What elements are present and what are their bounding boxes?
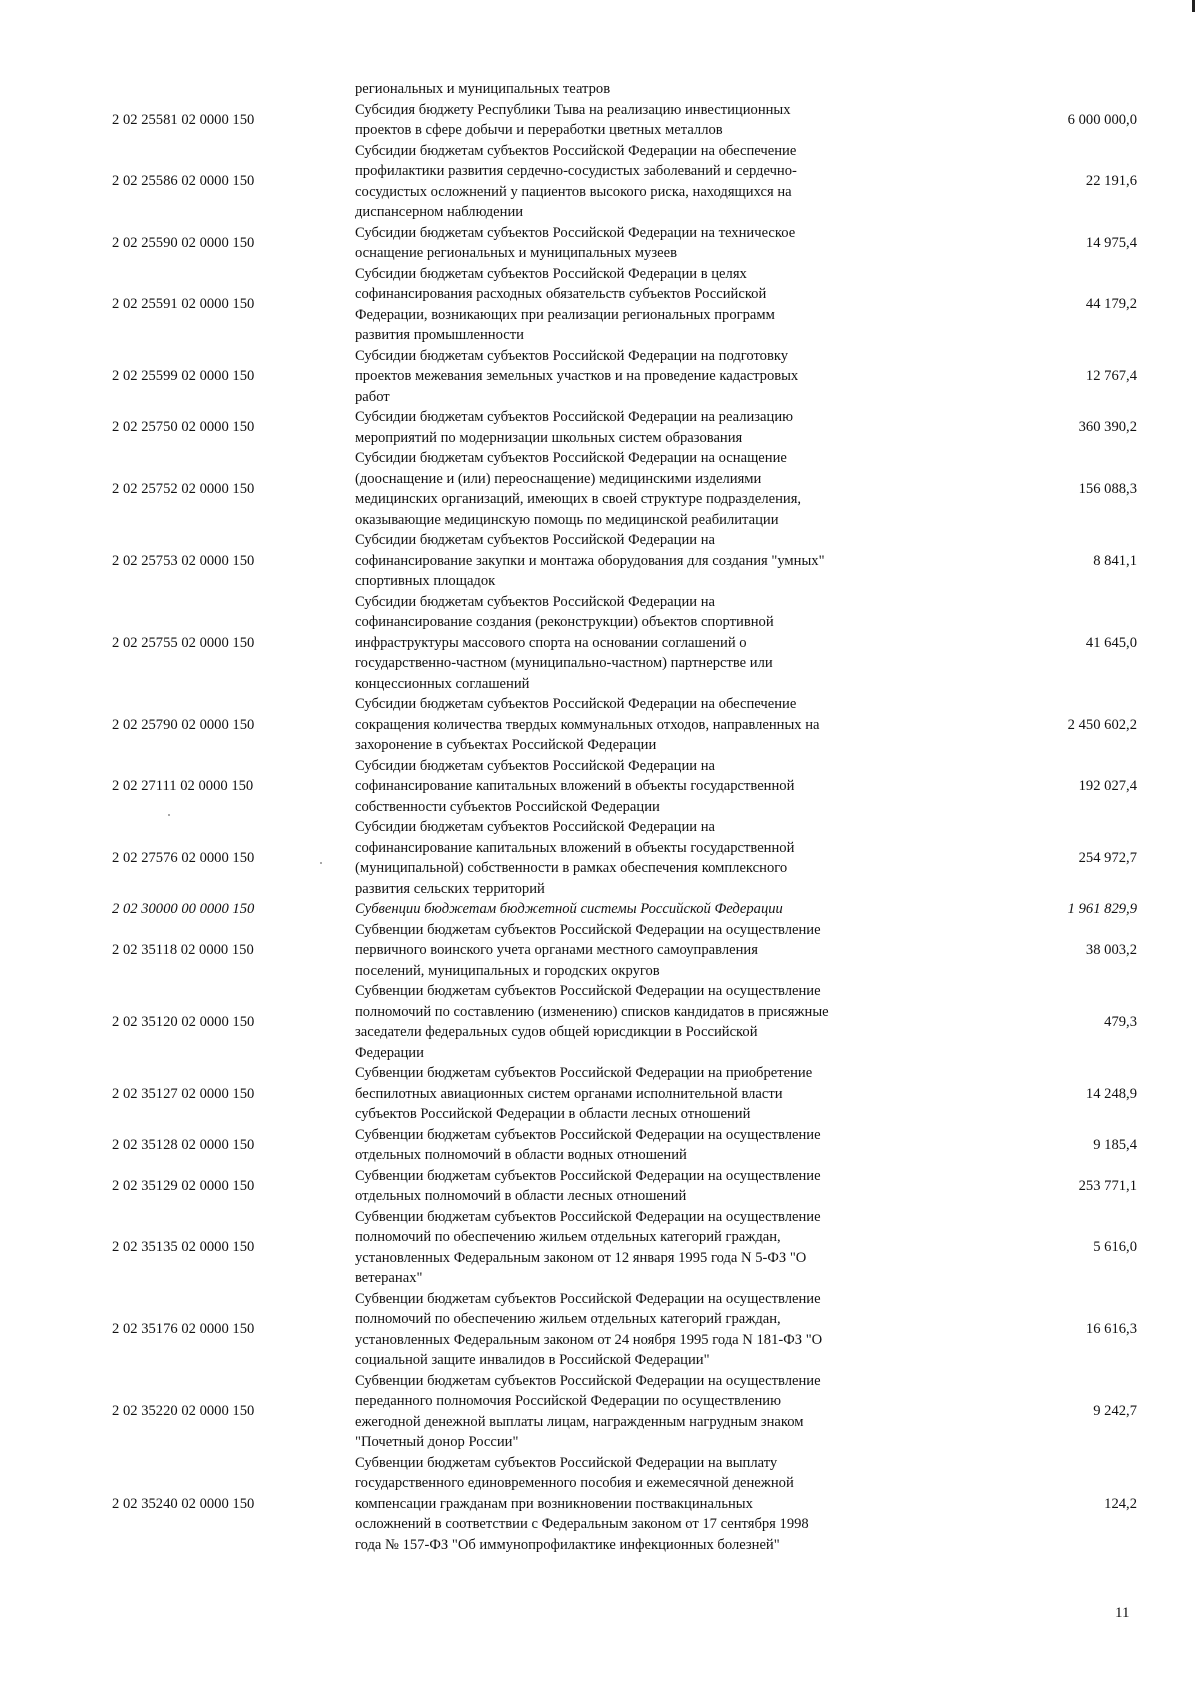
- table-row: [0, 223, 1200, 264]
- description-line: проектов межевания земельных участков и на проведение кадастровых: [355, 368, 799, 384]
- description-line: Федерации, возникающих при реализации региональных программ: [355, 306, 775, 323]
- budget-code: 2 02 35240 02 0000 150: [112, 1495, 255, 1512]
- table-row: [0, 264, 1200, 346]
- description: [355, 1371, 965, 1453]
- description-line: Субсидии бюджетам субъектов Российской Федерации на: [355, 593, 715, 610]
- description-line: Субвенции бюджетам субъектов Российской Федерации на осуществление: [355, 983, 821, 999]
- description-line: Субвенции бюджетам субъектов Российской Федерации на осуществление: [355, 1126, 821, 1143]
- description: [355, 1166, 965, 1207]
- table-row: [0, 817, 1200, 899]
- description-line: государственно-частном (муниципально-частном) партнерстве или: [355, 655, 773, 671]
- budget-code: 2 02 35127 02 0000 150: [112, 1085, 255, 1102]
- description: [355, 592, 965, 695]
- description-line: проектов в сфере добычи и переработки цветных металлов: [355, 122, 723, 138]
- table-row: [0, 592, 1200, 695]
- budget-code: 2 02 35176 02 0000 150: [112, 1321, 255, 1338]
- budget-code: 2 02 25591 02 0000 150: [112, 296, 255, 313]
- table-row: [0, 407, 1200, 448]
- amount: 479,3: [1104, 1013, 1137, 1030]
- budget-code: 2 02 25750 02 0000 150: [112, 419, 255, 436]
- description-line: захоронение в субъектах Российской Федерации: [355, 737, 657, 753]
- description-line: осложнений в соответствии с Федеральным законом от 17 сентября 1998: [355, 1516, 809, 1532]
- budget-code: 2 02 27576 02 0000 150: [112, 849, 255, 866]
- description: [355, 530, 965, 592]
- description-line: оказывающие медицинскую помощь по медицинской реабилитации: [355, 511, 779, 528]
- description-line: Субвенции бюджетам субъектов Российской Федерации на осуществление: [355, 1208, 821, 1225]
- description-line: поселений, муниципальных и городских округов: [355, 962, 660, 979]
- budget-code: 2 02 35128 02 0000 150: [112, 1136, 255, 1153]
- description-line: отдельных полномочий в области лесных отношений: [355, 1188, 687, 1204]
- amount: 22 191,6: [1085, 173, 1137, 190]
- amount: 44 179,2: [1085, 296, 1137, 313]
- description-line: диспансерном наблюдении: [355, 204, 524, 220]
- description-line: Субсидии бюджетам субъектов Российской Федерации на обеспечение: [355, 696, 797, 712]
- amount: 9 242,7: [1093, 1403, 1137, 1420]
- description-line: заседатели федеральных судов общей юрисдикции в Российской: [355, 1024, 758, 1040]
- amount: 192 027,4: [1078, 778, 1137, 794]
- description-line: софинансирование создания (реконструкции) объектов спортивной: [355, 614, 774, 630]
- description-line: Субсидии бюджетам субъектов Российской Федерации в целях: [355, 265, 747, 282]
- table-row: [0, 1289, 1200, 1371]
- description-line: установленных Федеральным законом от 12 января 1995 года N 5-ФЗ "О: [355, 1249, 807, 1266]
- budget-code: 2 02 25586 02 0000 150: [112, 173, 255, 190]
- description: [355, 448, 965, 530]
- amount: 156 088,3: [1078, 480, 1137, 497]
- amount: 8 841,1: [1093, 552, 1137, 569]
- description-line: Субсидии бюджетам субъектов Российской Федерации на реализацию: [355, 409, 794, 425]
- amount: 360 390,2: [1078, 419, 1137, 436]
- description-line: полномочий по составлению (изменению) списков кандидатов в присяжные: [355, 1003, 829, 1020]
- description-line: полномочий по обеспечению жильем отдельных категорий граждан,: [355, 1311, 781, 1327]
- budget-code: 2 02 35120 02 0000 150: [112, 1013, 255, 1030]
- description: [355, 981, 965, 1063]
- description-line: Субсидии бюджетам субъектов Российской Федерации на обеспечение: [355, 142, 797, 159]
- amount: 2 450 602,2: [1067, 716, 1137, 733]
- description-line: Субвенции бюджетам субъектов Российской Федерации на осуществление: [355, 1290, 821, 1307]
- continuation-line: региональных и муниципальных театров: [355, 81, 611, 97]
- amount: 41 645,0: [1085, 634, 1137, 651]
- description-line: (муниципальной) собственности в рамках обеспечения комплексного: [355, 860, 788, 876]
- amount: 253 771,1: [1078, 1177, 1137, 1194]
- description: [355, 694, 965, 756]
- description: [355, 223, 965, 264]
- description-line: компенсации гражданам при возникновении поствакцинальных: [355, 1495, 753, 1512]
- description-line: софинансирование закупки и монтажа оборудования для создания "умных": [355, 552, 825, 569]
- budget-code: 2 02 25599 02 0000 150: [112, 368, 255, 384]
- description-line: Субвенции бюджетам субъектов Российской Федерации на осуществление: [355, 1167, 821, 1184]
- description-line: софинансирования расходных обязательств субъектов Российской: [355, 286, 767, 302]
- budget-table: [0, 100, 1200, 1556]
- amount: 124,2: [1104, 1495, 1137, 1512]
- description-line: Субвенции бюджетам субъектов Российской Федерации на выплату: [355, 1454, 778, 1471]
- description-line: Субсидии бюджетам субъектов Российской Федерации на оснащение: [355, 450, 787, 466]
- description-line: ветеранах": [355, 1270, 423, 1286]
- description: [355, 899, 965, 920]
- description-line: сокращения количества твердых коммунальных отходов, направленных на: [355, 716, 820, 733]
- description-line: сосудистых осложнений у пациентов высокого риска, находящихся на: [355, 183, 792, 200]
- budget-code: 2 02 30000 00 0000 150: [112, 901, 255, 917]
- amount: 16 616,3: [1085, 1321, 1137, 1338]
- description-line: Субсидия бюджету Республики Тыва на реализацию инвестиционных: [355, 101, 791, 118]
- description: [355, 1207, 965, 1289]
- description-line: установленных Федеральным законом от 24 ноября 1995 года N 181-ФЗ "О: [355, 1331, 823, 1348]
- budget-code: 2 02 35118 02 0000 150: [112, 942, 254, 958]
- description-line: Федерации: [355, 1044, 424, 1061]
- description-line: Субсидии бюджетам субъектов Российской Федерации на техническое: [355, 224, 796, 241]
- description-line: ежегодной денежной выплаты лицам, награжденным нагрудным знаком: [355, 1413, 804, 1430]
- description: [355, 264, 965, 346]
- description-line: развития промышленности: [355, 327, 524, 343]
- description-line: концессионных соглашений: [355, 675, 530, 692]
- amount: 1 961 829,9: [1067, 901, 1137, 917]
- budget-code: 2 02 35220 02 0000 150: [112, 1403, 255, 1420]
- description: [355, 1289, 965, 1371]
- description-line: беспилотных авиационных систем органами исполнительной власти: [355, 1085, 783, 1102]
- description: [355, 1125, 965, 1166]
- description-line: инфраструктуры массового спорта на основании соглашений о: [355, 634, 747, 651]
- amount: 9 185,4: [1093, 1136, 1137, 1153]
- description-line: года № 157-ФЗ "Об иммунопрофилактике инфекционных болезней": [355, 1536, 780, 1553]
- budget-code: 2 02 25790 02 0000 150: [112, 716, 255, 733]
- table-row: [0, 1207, 1200, 1289]
- description-line: социальной защите инвалидов в Российской Федерации": [355, 1352, 710, 1368]
- budget-code: 2 02 25753 02 0000 150: [112, 552, 255, 569]
- description-line: собственности субъектов Российской Федерации: [355, 798, 660, 815]
- description-line: Субвенции бюджетам бюджетной системы Российской Федерации: [355, 901, 783, 917]
- table-row: [0, 694, 1200, 756]
- description-line: медицинских организаций, имеющих в своей структуре подразделения,: [355, 491, 802, 507]
- budget-code: 2 02 25590 02 0000 150: [112, 234, 255, 251]
- description-line: оснащение региональных и муниципальных музеев: [355, 245, 677, 261]
- amount: 6 000 000,0: [1067, 111, 1137, 128]
- table-row: [0, 448, 1200, 530]
- table-row: [0, 756, 1200, 818]
- description-line: (дооснащение и (или) переоснащение) медицинскими изделиями: [355, 470, 762, 487]
- budget-code: 2 02 25752 02 0000 150: [112, 480, 255, 497]
- description-line: переданного полномочия Российской Федерации по осуществлению: [355, 1393, 781, 1409]
- budget-code: 2 02 25581 02 0000 150: [112, 111, 255, 128]
- description-line: мероприятий по модернизации школьных систем образования: [355, 429, 743, 446]
- description-line: Субсидии бюджетам субъектов Российской Федерации на: [355, 819, 715, 835]
- description: [355, 1063, 965, 1125]
- table-row: [0, 1125, 1200, 1166]
- table-row: [0, 1371, 1200, 1453]
- page-number: 11: [1115, 1605, 1130, 1621]
- table-row: [0, 899, 1200, 920]
- table-row: [0, 1453, 1200, 1556]
- description-line: спортивных площадок: [355, 573, 496, 589]
- description-line: первичного воинского учета органами местного самоуправления: [355, 942, 758, 958]
- description-line: Субсидии бюджетам субъектов Российской Федерации на подготовку: [355, 347, 789, 364]
- table-row: [0, 981, 1200, 1063]
- amount: 12 767,4: [1085, 368, 1137, 384]
- description-line: полномочий по обеспечению жильем отдельных категорий граждан,: [355, 1229, 781, 1245]
- description-line: Субсидии бюджетам субъектов Российской Федерации на: [355, 532, 715, 548]
- amount: 14 975,4: [1085, 234, 1137, 251]
- description: [355, 756, 965, 818]
- amount: 38 003,2: [1085, 942, 1137, 958]
- budget-code: 2 02 35129 02 0000 150: [112, 1177, 255, 1194]
- description: [355, 100, 965, 141]
- table-row: [0, 1166, 1200, 1207]
- description-line: развития сельских территорий: [355, 880, 545, 897]
- description-line: работ: [355, 388, 390, 405]
- table-row: [0, 530, 1200, 592]
- description-line: субъектов Российской Федерации в области лесных отношений: [355, 1106, 751, 1122]
- description-line: "Почетный донор России": [355, 1434, 519, 1450]
- description: [355, 920, 965, 982]
- table-row: [0, 141, 1200, 223]
- amount: 14 248,9: [1085, 1085, 1137, 1102]
- description-line: софинансирование капитальных вложений в объекты государственной: [355, 839, 795, 856]
- table-row: [0, 920, 1200, 982]
- description: [355, 141, 965, 223]
- description-line: государственного единовременного пособия и ежемесячной денежной: [355, 1475, 794, 1491]
- amount: 254 972,7: [1078, 849, 1137, 866]
- description-line: Субвенции бюджетам субъектов Российской Федерации на приобретение: [355, 1065, 813, 1081]
- description: [355, 407, 965, 448]
- table-row: [0, 100, 1200, 141]
- description: [355, 1453, 965, 1556]
- budget-code: 2 02 25755 02 0000 150: [112, 634, 255, 651]
- table-row: [0, 346, 1200, 408]
- description-line: профилактики развития сердечно-сосудистых заболеваний и сердечно-: [355, 163, 797, 179]
- scan-edge-mark: [1192, 0, 1195, 12]
- budget-code: 2 02 35135 02 0000 150: [112, 1239, 255, 1256]
- description: [355, 817, 965, 899]
- amount: 5 616,0: [1093, 1239, 1137, 1256]
- description-line: Субвенции бюджетам субъектов Российской Федерации на осуществление: [355, 1372, 821, 1389]
- description-line: софинансирование капитальных вложений в объекты государственной: [355, 778, 795, 794]
- table-row: [0, 1063, 1200, 1125]
- description-line: Субсидии бюджетам субъектов Российской Федерации на: [355, 757, 715, 774]
- description-line: Субвенции бюджетам субъектов Российской Федерации на осуществление: [355, 921, 821, 938]
- description-line: отдельных полномочий в области водных отношений: [355, 1147, 687, 1163]
- budget-code: 2 02 27111 02 0000 150: [112, 778, 254, 794]
- description: [355, 346, 965, 408]
